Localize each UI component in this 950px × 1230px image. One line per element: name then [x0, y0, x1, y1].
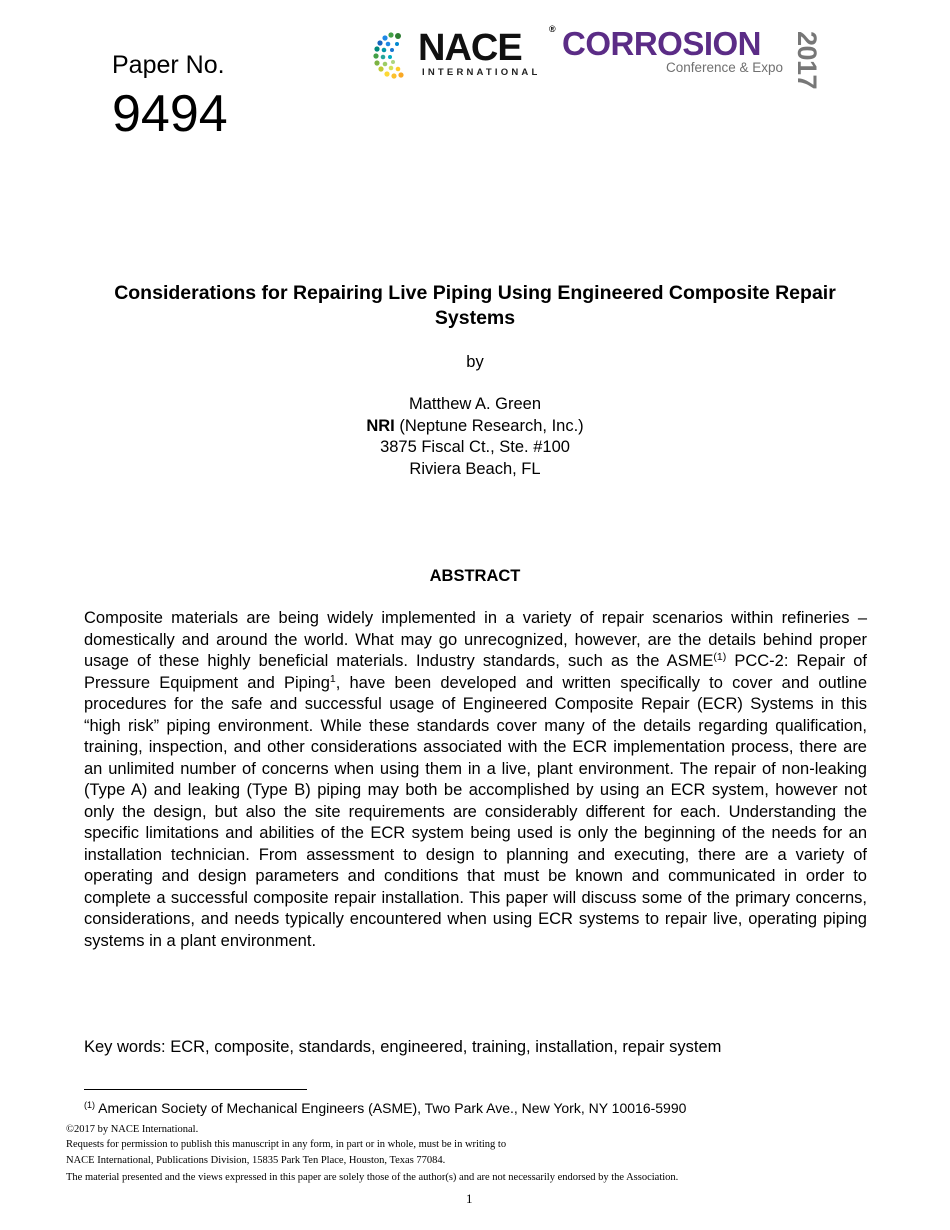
- abstract-heading: ABSTRACT: [429, 567, 521, 585]
- permission-notice: Requests for permission to publish this manuscript in any form, in part or in whole, must be in writing to: [66, 1139, 507, 1150]
- org-short: NRI: [366, 416, 395, 435]
- copyright-notice: ©2017 by NACE International.: [66, 1124, 199, 1135]
- corrosion-logo-text: CORROSION: [562, 25, 762, 62]
- publisher-address: NACE International, Publications Division, 15835 Park Ten Place, Houston, Texas 77084.: [66, 1155, 446, 1166]
- abstract-body: [84, 608, 867, 952]
- footnote-divider: [84, 1089, 307, 1090]
- org-full: (Neptune Research, Inc.): [399, 416, 584, 435]
- author-address-line1: 3875 Fiscal Ct., Ste. #100: [380, 438, 570, 456]
- paper-number: 9494: [112, 85, 228, 143]
- disclaimer: The material presented and the views expressed in this paper are solely those of the author(s) and are not necessarily endorsed by the Association.: [66, 1172, 679, 1183]
- footnote-reference: (1): [713, 651, 727, 663]
- keywords: Key words: ECR, composite, standards, engineered, training, installation, repair system: [84, 1038, 722, 1056]
- nace-logo-text: NACE: [418, 27, 522, 69]
- corrosion-year: [790, 31, 824, 90]
- abstract-text-part3: , have been developed and written specifically to cover and outline procedures for the safe and successful usage of Engineered Composite Repair (ECR) Systems in this “high risk” piping environment. While these standards cover many of the details regarding qualification, training, inspection, and other considerations associated with the ECR implementation process, there are an unlimited number of concerns when using them in a live, plant environment. The repair of non-leaking (Type A) and leaking (Type B) piping may both be accomplished by using an ECR system, however not only the design, but also the site requirements are considerably different for each. Understanding the specific limitations and abilities of the ECR system being used is only the beginning of the needs for an installation technician. From assessment to design to planning and executing, there are a variety of operating and design parameters and conditions that must be known and communicated in order to complete a successful composite repair installation. This paper will discuss some of the primary concerns, considerations, and needs typically encountered when using ECR systems to repair live, operating piping systems in a plant environment.: [84, 673, 867, 950]
- footnote-marker: (1): [84, 1100, 95, 1110]
- citation-reference: 1: [329, 672, 336, 685]
- author-block: [80, 394, 870, 480]
- author-address-line2: Riviera Beach, FL: [409, 459, 541, 478]
- paper-label: Paper No.: [112, 51, 225, 79]
- footnote: [84, 1099, 686, 1117]
- paper-title: Considerations for Repairing Live Piping Using Engineered Composite Repair Systems: [114, 282, 836, 329]
- abstract-text-part1: Composite materials are being widely implemented in a variety of repair scenarios within refineries – domestically and around the world. What may go unrecognized, however, are the details behind proper usage of these highly beneficial materials. Industry standards, such as the ASME: [84, 609, 867, 670]
- nace-globe-icon: [368, 30, 416, 82]
- by-label: by: [466, 353, 484, 371]
- footnote-text: American Society of Mechanical Engineers (ASME), Two Park Ave., New York, NY 10016-5990: [95, 1100, 687, 1116]
- corrosion-subtitle: Conference & Expo: [666, 60, 784, 75]
- page-number: 1: [466, 1191, 473, 1206]
- author-organization: [80, 416, 870, 438]
- registered-mark: ®: [549, 24, 556, 34]
- corrosion-year-text: 2017: [792, 31, 822, 90]
- author-name: Matthew A. Green: [408, 395, 542, 413]
- nace-subtitle: INTERNATIONAL: [422, 67, 541, 78]
- abstract-text-part2: PCC-2: Repair of Pressure Equipment and Piping: [84, 652, 867, 692]
